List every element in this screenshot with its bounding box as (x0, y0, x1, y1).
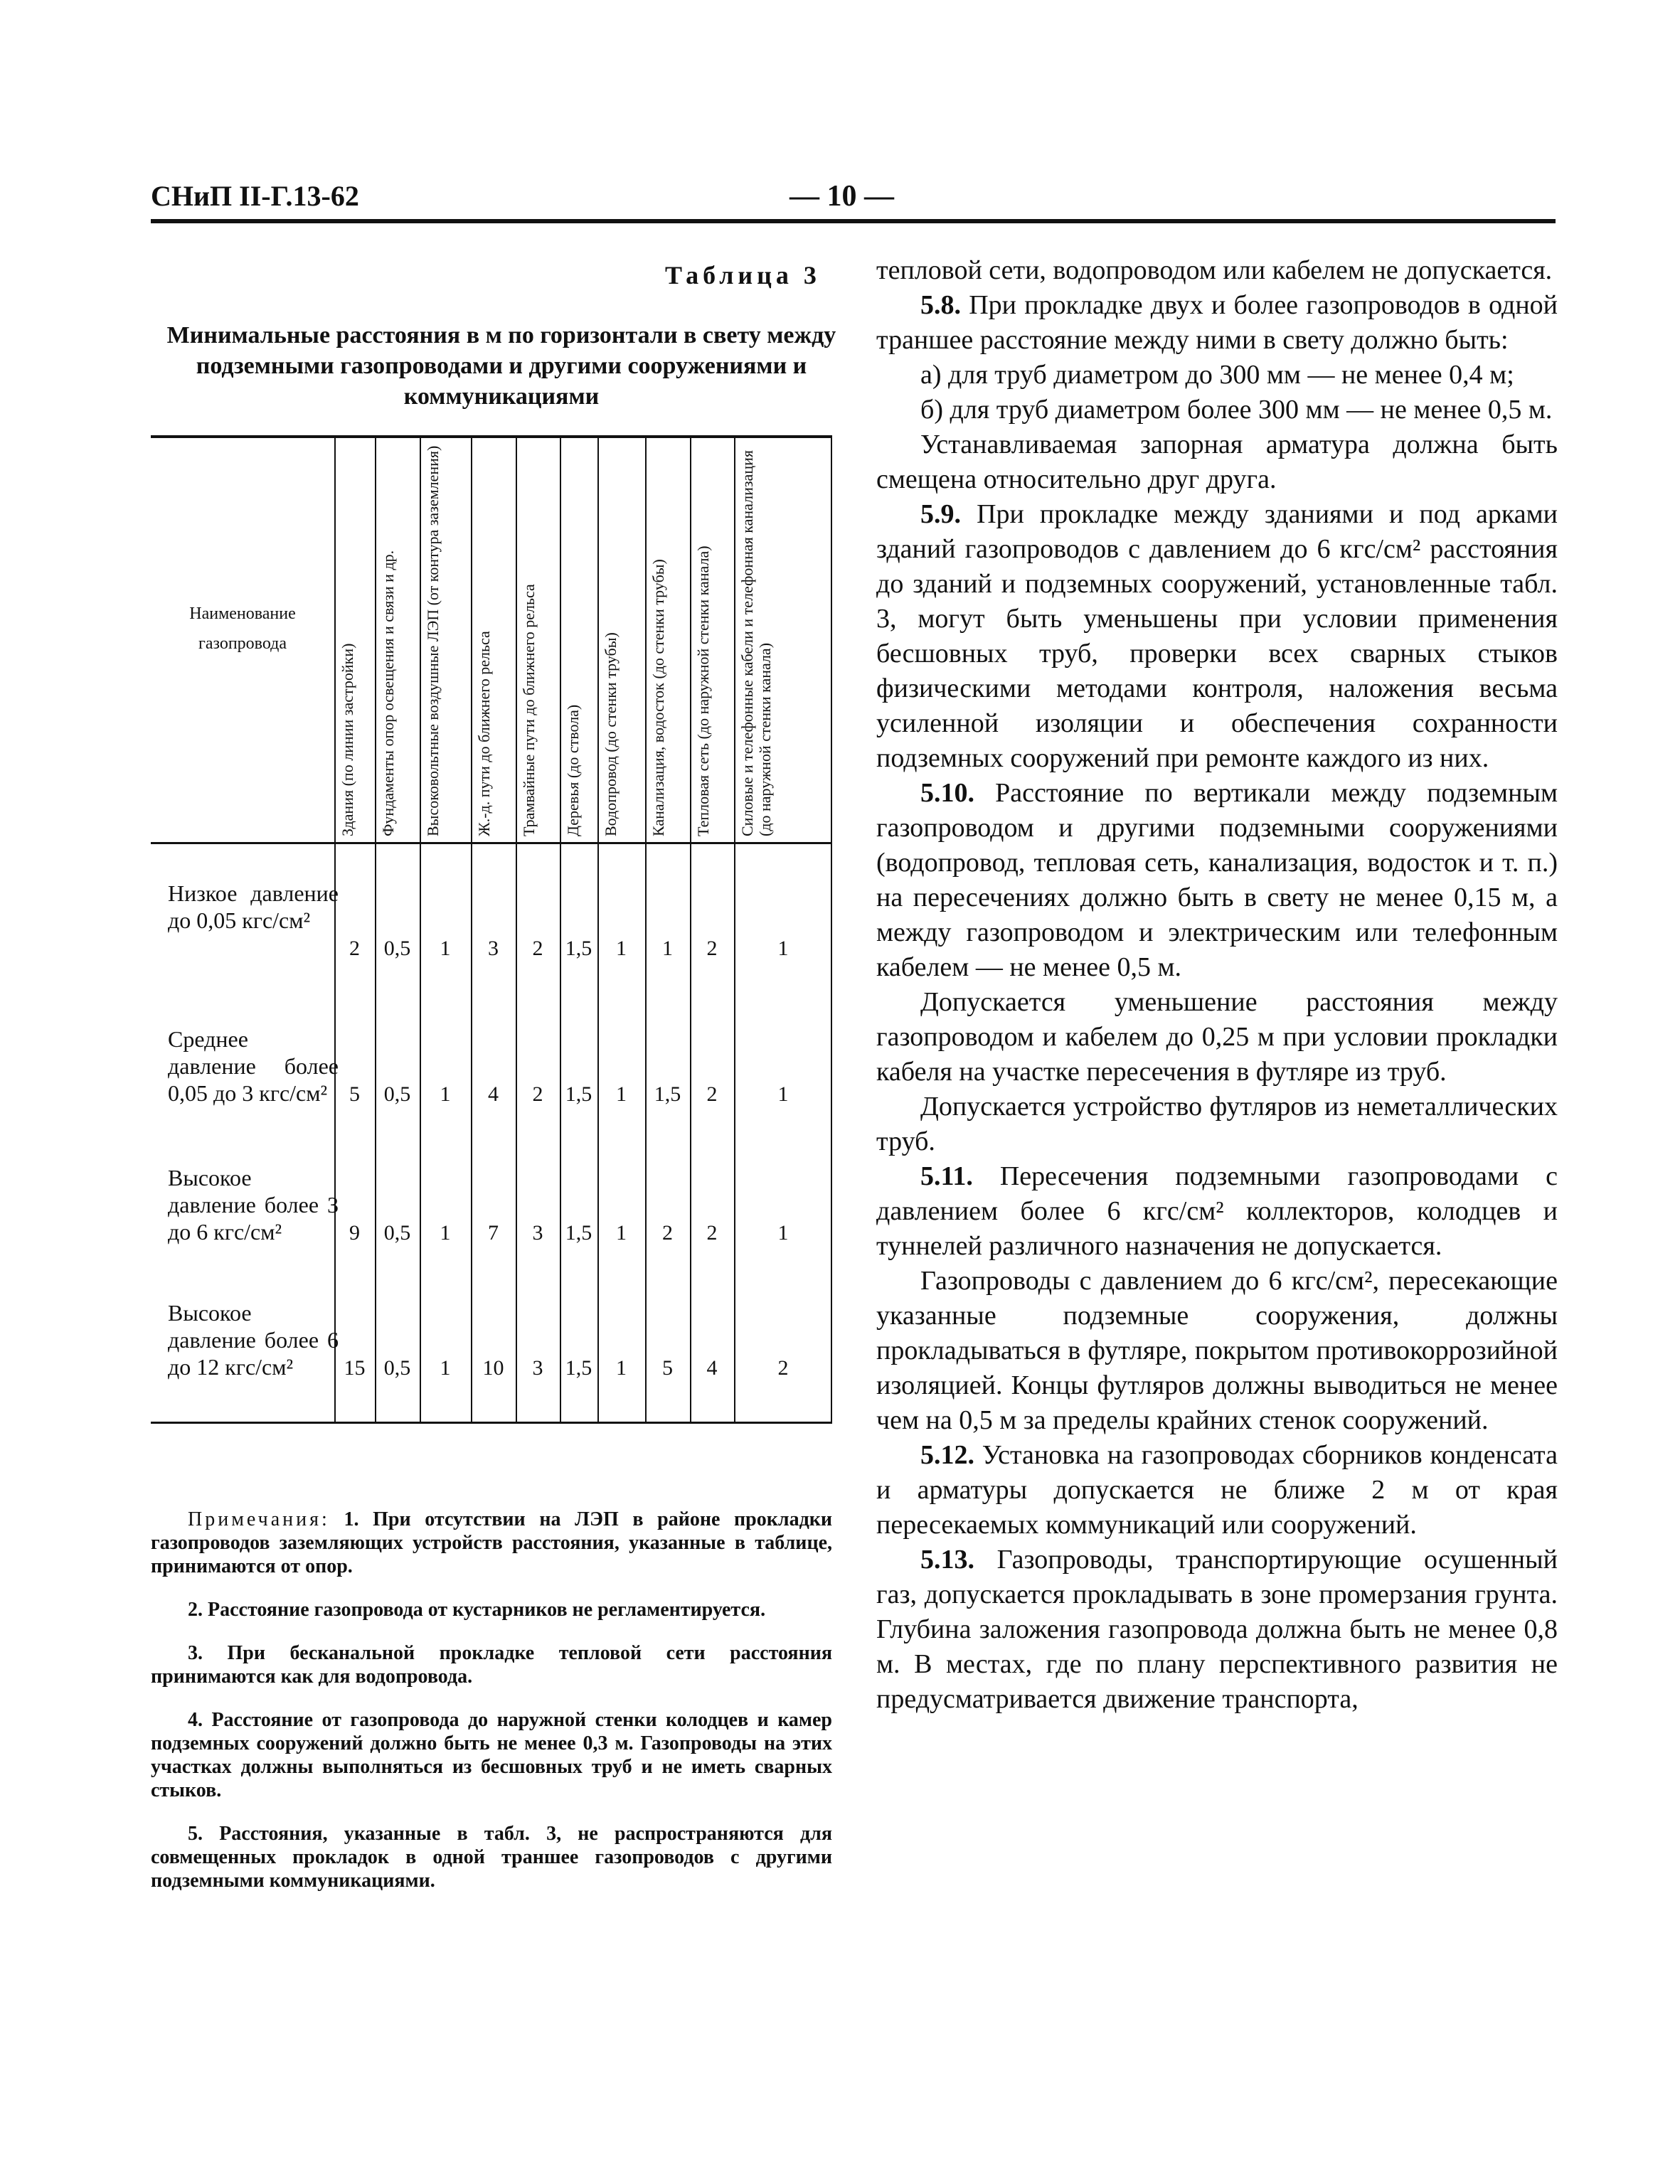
table-cell: 1 (777, 1082, 789, 1106)
table-cell: 1 (440, 937, 451, 960)
table-cell: 2 (662, 1221, 673, 1245)
table-cell: 3 (532, 1221, 543, 1245)
clause-number: 5.10. (920, 778, 974, 808)
table-cell: 4 (488, 1082, 499, 1106)
table-cell: 2 (777, 1356, 789, 1380)
table-cell: 7 (488, 1221, 499, 1245)
paragraph-text: При прокладке между зданиями и под арками зданий газопроводов с давлением до 6 кгс/см² расстояния до зданий и подземных сооружений, установленные табл. 3, могут быть уменьшены при условии применения бесшовных труб, проверки всех сварных стыков физическими методами контроля, наложения весьма усиленной изоляции и обеспечения сохранности подземных сооружений при ремонте каждого из них. (876, 499, 1558, 773)
paragraph (876, 253, 1558, 288)
row-name: Высокое давление более 6 до 12 кгс/см² (168, 1300, 339, 1380)
paragraph (876, 393, 1558, 427)
row-name: Высокое давление более 3 до 6 кгс/см² (168, 1165, 339, 1245)
table-cell: 1 (440, 1221, 451, 1245)
clause-number: 5.13. (920, 1545, 974, 1575)
table-cell: 1 (616, 1082, 627, 1106)
paragraph-text: б) для труб диаметром более 300 мм — не менее 0,5 м. (920, 395, 1553, 425)
column-header: Фундаменты опор освещения и связи и др. (379, 550, 397, 836)
table-cell: 2 (706, 1082, 718, 1106)
table-cell: 1,5 (565, 1356, 592, 1380)
table-notes (151, 1508, 832, 1912)
table-cell: 9 (349, 1221, 360, 1245)
table-cell: 3 (488, 937, 499, 960)
right-column-text (876, 253, 1558, 1717)
table-cell: 1 (616, 1356, 627, 1380)
paragraph (876, 1264, 1558, 1438)
paragraph (876, 358, 1558, 393)
paragraph (876, 1438, 1558, 1543)
page-number: — 10 — (790, 180, 894, 213)
column-divider (420, 435, 421, 1424)
column-divider (734, 435, 735, 1424)
note-4: 4. Расстояние от газопровода до наружной стенки колодцев и камер подземных сооружений должно быть не менее 0,3 м. Газопроводы на этих участках должны выполняться из бесшовных труб и не иметь сварных стыков. (151, 1709, 832, 1801)
paragraph (876, 776, 1558, 985)
table-cell: 1 (662, 937, 673, 960)
paragraph (876, 1090, 1558, 1159)
table-cell: 1,5 (565, 1221, 592, 1245)
table-cell: 1 (777, 1221, 789, 1245)
column-header: Трамвайные пути до ближнего рельса (520, 584, 538, 836)
document-code: СНиП II-Г.13-62 (151, 180, 359, 212)
table-cell: 1 (616, 937, 627, 960)
paragraph-text: Расстояние по вертикали между подземным газопроводом и другими подземными сооружениями (водопровод, тепловая сеть, канализация, водосток и т. п.) на пересечениях должно быть в свету не менее 0,15 м, а между газопроводом и электрическим или телефонным кабелем — не менее 0,5 м. (876, 778, 1558, 982)
column-divider (471, 435, 472, 1424)
table-cell: 1,5 (654, 1082, 681, 1106)
header-rule (151, 219, 1556, 223)
clause-number: 5.12. (920, 1440, 974, 1470)
paragraph (876, 427, 1558, 497)
column-header: Ж.-д. пути до ближнего рельса (475, 631, 493, 836)
column-header: Тепловая сеть (до наружной стенки канала) (694, 545, 712, 836)
paragraph-text: тепловой сети, водопроводом или кабелем не допускается. (876, 255, 1553, 285)
paragraph-text: Допускается уменьшение расстояния между газопроводом и кабелем до 0,25 м при условии прокладки кабеля на участке пересечения в футляре из труб. (876, 987, 1558, 1087)
paragraph (876, 1159, 1558, 1264)
table-cell: 2 (349, 937, 360, 960)
table-cell: 0,5 (383, 1221, 411, 1245)
note-3: 3. При бесканальной прокладке тепловой сети расстояния принимаются как для водопровода. (151, 1642, 832, 1688)
column-divider (597, 435, 599, 1424)
paragraph-text: Устанавливаемая запорная арматура должна быть смещена относительно друг друга. (876, 430, 1558, 494)
table-cell: 10 (482, 1356, 504, 1380)
table-cell: 5 (349, 1082, 360, 1106)
column-header: Водопровод (до стенки трубы) (602, 632, 620, 836)
table-cell: 1,5 (565, 1082, 592, 1106)
paragraph-text: а) для труб диаметром до 300 мм — не менее 0,4 м; (920, 360, 1514, 390)
table-caption: Таблица 3 (665, 261, 821, 289)
table-cell: 2 (532, 937, 543, 960)
table-top-rule (151, 435, 832, 438)
row-name: Низкое давление до 0,05 кгс/см² (168, 880, 339, 933)
table-cell: 2 (706, 1221, 718, 1245)
table-cell: 0,5 (383, 1082, 411, 1106)
column-header: Силовые и телефонные кабели и телефонная канализация (до наружной стенки канала) (738, 450, 774, 836)
table-cell: 1,5 (565, 937, 592, 960)
table-title: Минимальные расстояния в м по горизонтали в свету между подземными газопроводами и другими сооружениями и коммуникациями (166, 322, 836, 410)
column-header: Здания (по линии застройки) (339, 643, 356, 836)
distance-table (151, 435, 832, 1424)
table-cell: 1 (616, 1221, 627, 1245)
table-cell: 3 (532, 1356, 543, 1380)
table-cell: 0,5 (383, 1356, 411, 1380)
paragraph (876, 288, 1558, 358)
table-cell: 1 (440, 1356, 451, 1380)
paragraph-text: Установка на газопроводах сборников конденсата и арматуры допускается не ближе 2 м от края пересекаемых коммуникаций или сооружений. (876, 1440, 1558, 1540)
note-2: 2. Расстояние газопровода от кустарников не регламентируется. (188, 1599, 766, 1621)
column-divider (516, 435, 517, 1424)
paragraph-text: Газопроводы с давлением до 6 кгс/см², пересекающие указанные подземные сооружения, должны прокладываться в футляре, покрытом противокоррозийной изоляцией. Концы футляров должны выводиться не менее чем на 0,5 м за пределы крайних стенок сооружений. (876, 1266, 1558, 1435)
table-header-rule (151, 842, 832, 844)
column-divider (375, 435, 376, 1424)
clause-number: 5.9. (920, 499, 961, 529)
paragraph-text: Газопроводы, транспортирующие осушенный газ, допускается прокладывать в зоне промерзания грунта. Глубина заложения газопровода должна быть не менее 0,8 м. В местах, где по плану перспективного развития не предусматривается движение транспорта, (876, 1545, 1558, 1714)
notes-label: Примечания: (188, 1508, 330, 1530)
paragraph (876, 497, 1558, 776)
paragraph (876, 1543, 1558, 1717)
table-cell: 5 (662, 1356, 673, 1380)
column-header: Канализация, водосток (до стенки трубы) (649, 559, 667, 836)
paragraph-text: Пересечения подземными газопроводами с давлением более 6 кгс/см² коллекторов, колодцев и туннелей различного назначения не допускается. (876, 1161, 1558, 1261)
paragraph-text: При прокладке двух и более газопроводов в одной траншее расстояние между ними в свету должно быть: (876, 290, 1558, 355)
clause-number: 5.8. (920, 290, 961, 320)
column-divider (831, 435, 832, 1424)
table-bottom-rule (151, 1422, 832, 1424)
table-cell: 4 (706, 1356, 718, 1380)
note-1: Примечания: 1. При отсутствии на ЛЭП в районе прокладки газопроводов заземляющих устройств расстояния, указанные в таблице, принимаются от опор. (151, 1508, 833, 1577)
row-name: Среднее давление более 0,05 до 3 кгс/см² (168, 1026, 339, 1106)
column-divider (690, 435, 691, 1424)
clause-number: 5.11. (920, 1161, 973, 1191)
table-cell: 0,5 (383, 937, 411, 960)
table-cell: 1 (440, 1082, 451, 1106)
column-divider (645, 435, 647, 1424)
paragraph (876, 985, 1558, 1090)
table-cell: 2 (706, 937, 718, 960)
paragraph-text: Допускается устройство футляров из неметаллических труб. (876, 1092, 1558, 1156)
column-header: Высоковольтные воздушные ЛЭП (от контура заземления) (424, 445, 442, 836)
column-header: Деревья (до ствола) (564, 704, 582, 836)
table-cell: 2 (532, 1082, 543, 1106)
column-divider (560, 435, 561, 1424)
table-cell: 15 (344, 1356, 366, 1380)
table-cell: 1 (777, 937, 789, 960)
note-5: 5. Расстояния, указанные в табл. 3, не распространяются для совмещенных прокладок в одной траншее газопроводов с другими подземными коммуникациями. (151, 1823, 832, 1892)
name-column-header: Наименование газопровода (189, 604, 296, 653)
